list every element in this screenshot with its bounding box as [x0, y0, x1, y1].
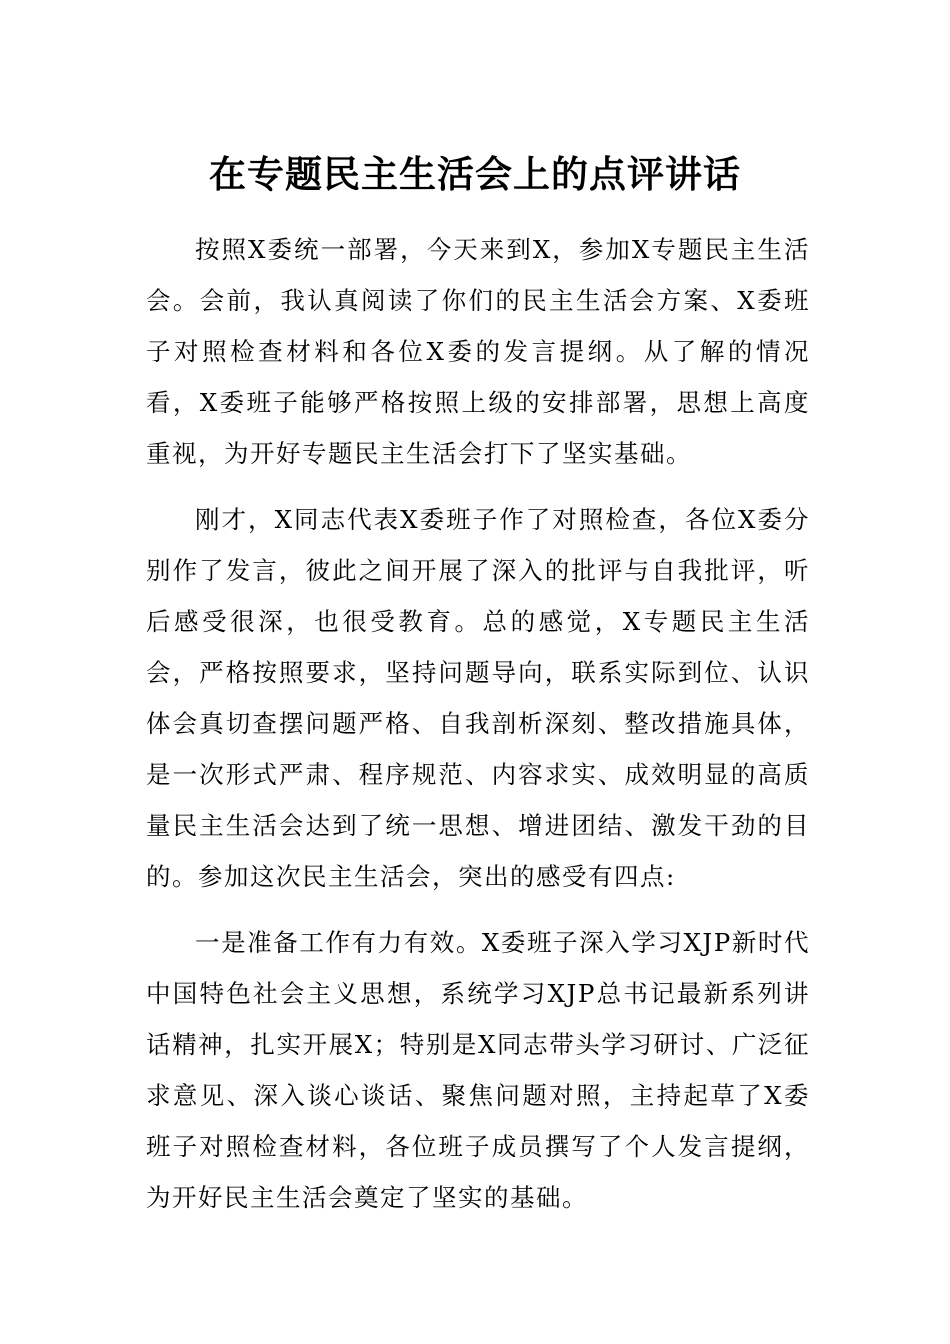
paragraph-3: 一是准备工作有力有效。X委班子深入学习XJP新时代中国特色社会主义思想，系统学习XJP总书记最新系列讲话精神，扎实开展X；特别是X同志带头学习研讨、广泛征求意见、深入谈心谈话、聚焦问题对照，主持起草了X委班子对照检查材料，各位班子成员撰写了个人发言提纲，为开好民主生活会奠定了坚实的基础。 — [146, 928, 810, 1212]
document-title: 在专题民主生活会上的点评讲话 — [209, 152, 741, 196]
document-body — [146, 224, 810, 1238]
paragraph-1: 按照X委统一部署，今天来到X，参加X专题民主生活会。会前，我认真阅读了你们的民主生活会方案、X委班子对照检查材料和各位X委的发言提纲。从了解的情况看，X委班子能够严格按照上级的安排部署，思想上高度重视，为开好专题民主生活会打下了坚实基础。 — [146, 235, 810, 468]
paragraph-2: 刚才，X同志代表X委班子作了对照检查，各位X委分别作了发言，彼此之间开展了深入的批评与自我批评，听后感受很深，也很受教育。总的感觉，X专题民主生活会，严格按照要求，坚持问题导向，联系实际到位、认识体会真切查摆问题严格、自我剖析深刻、整改措施具体，是一次形式严肃、程序规范、内容求实、成效明显的高质量民主生活会达到了统一思想、增进团结、激发干劲的目的。参加这次民主生活会，突出的感受有四点: — [146, 505, 810, 891]
